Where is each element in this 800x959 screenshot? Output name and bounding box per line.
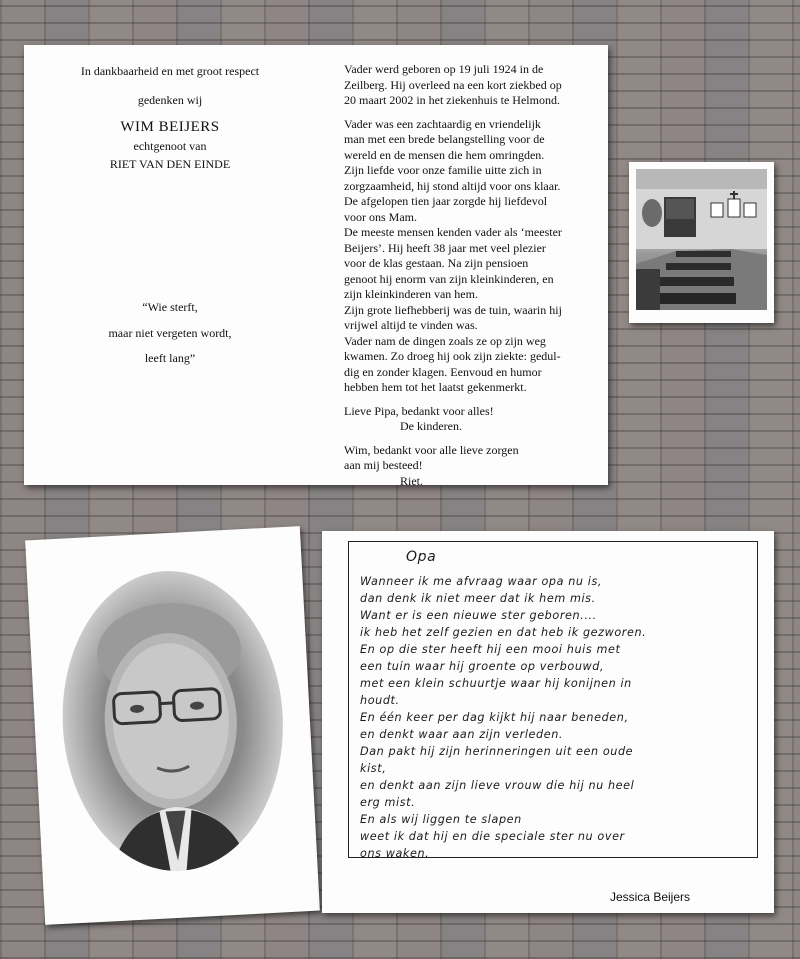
quote-line: maar niet vergeten wordt, — [108, 326, 232, 340]
poem-line: houdt. — [360, 694, 400, 707]
card-intro-line: gedenken wij — [137, 93, 203, 107]
text-line: dig en zonder klagen. Eenvoud en humor — [344, 364, 542, 379]
poem-line: ik heb het zelf gezien en dat heb ik gezworen. — [360, 626, 647, 639]
spouse-thanks — [344, 443, 580, 490]
text-line: De kinderen. — [400, 419, 462, 433]
classroom-photo — [629, 162, 774, 323]
card-right-page — [344, 62, 580, 497]
poem-frame — [348, 541, 758, 858]
spouse-name: RIET VAN DEN EINDE — [109, 157, 231, 171]
text-line: man met een brede belangstelling voor de — [344, 132, 545, 146]
text-line: Beijers’. Hij heeft 38 jaar met veel plezier — [344, 240, 546, 255]
text-line: kwamen. Zo droeg hij ook zijn ziekte: gedul- — [344, 349, 561, 363]
portrait-illustration — [55, 565, 290, 876]
text-line: Zijn grote liefhebberij was de tuin, waarin hij — [344, 302, 562, 317]
text-line: voor de klas gestaan. Na zijn pensioen — [344, 256, 529, 270]
poem-line: en denkt waar aan zijn verleden. — [360, 728, 564, 741]
poem-line: En op die ster heeft hij een mooi huis met — [360, 643, 621, 656]
quote-line: leeft lang” — [144, 351, 196, 365]
poem-line: kist, — [360, 762, 387, 775]
text-line: De meeste mensen kenden vader als ‘meester — [344, 225, 562, 239]
text-line: Wim, bedankt voor alle lieve zorgen — [344, 442, 519, 457]
text-line: Zijn liefde voor onze familie uitte zich in — [344, 163, 542, 177]
text-line: wereld en de mensen die hem omringden. — [344, 147, 545, 162]
biography-text — [344, 117, 580, 396]
text-line: aan mij besteed! — [344, 458, 423, 472]
text-line: Zeilberg. Hij overleed na een kort ziekbed op — [344, 77, 562, 92]
handwritten-poem — [322, 531, 774, 913]
text-line: voor ons Mam. — [344, 209, 417, 224]
text-line: Riet. — [400, 473, 423, 488]
text-line: Vader werd geboren op 19 juli 1924 in de — [344, 62, 544, 76]
card-intro-line: In dankbaarheid en met groot respect — [80, 64, 260, 78]
poem-line: weet ik dat hij en die speciale ster nu over — [360, 830, 625, 843]
poem-line: Want er is een nieuwe ster geboren.... — [360, 609, 597, 622]
biography-intro — [344, 62, 580, 109]
text-line: vrijwel altijd te vinden was. — [344, 318, 478, 332]
poem-line: een tuin waar hij groente op verbouwd, — [360, 660, 605, 673]
poem-line: erg mist. — [360, 796, 416, 809]
poem-signature: Jessica Beijers — [609, 890, 690, 904]
card-spouse-label: echtgenoot van — [133, 139, 207, 153]
portrait-photo — [25, 526, 320, 925]
portrait-oval — [55, 565, 290, 876]
classroom-illustration — [636, 169, 767, 310]
children-thanks — [344, 404, 580, 435]
text-line: Lieve Pipa, bedankt voor alles! — [344, 403, 494, 418]
card-left-page — [24, 45, 316, 485]
text-line: Vader was een zachtaardig en vriendelijk — [344, 116, 541, 131]
memorial-card — [24, 45, 608, 488]
poem-line: met een klein schuurtje waar hij konijnen in — [360, 677, 632, 690]
text-line: Vader nam de dingen zoals ze op zijn weg — [344, 333, 546, 348]
deceased-name: WIM BEIJERS — [120, 119, 220, 135]
text-line: hebben hem tot het laatst gekenmerkt. — [344, 380, 527, 394]
text-line: zijn kleinkinderen van hem. — [344, 287, 478, 301]
poem-line: ons waken. — [360, 847, 430, 860]
poem-line: dan denk ik niet meer dat ik hem mis. — [360, 592, 596, 605]
text-line: De afgelopen tien jaar zorgde hij liefdevol — [344, 194, 548, 208]
quote-line: “Wie sterft, — [142, 300, 198, 314]
poem-line: En één keer per dag kijkt hij naar beneden, — [360, 711, 629, 724]
poem-line: En als wij liggen te slapen — [360, 813, 522, 826]
classroom-image — [636, 169, 767, 310]
poem-title: Opa — [406, 549, 437, 565]
text-line: zorgzaamheid, hij stond altijd voor ons klaar. — [344, 178, 561, 193]
poem-line: Wanneer ik me afvraag waar opa nu is, — [360, 575, 603, 588]
poem-line: en denkt aan zijn lieve vrouw die hij nu heel — [360, 779, 635, 792]
text-line: genoot hij enorm van zijn kleinkinderen, en — [344, 271, 554, 286]
poem-line: Dan pakt hij zijn herinneringen uit een oude — [360, 745, 634, 758]
text-line: 20 maart 2002 in het ziekenhuis te Helmond. — [344, 93, 560, 107]
